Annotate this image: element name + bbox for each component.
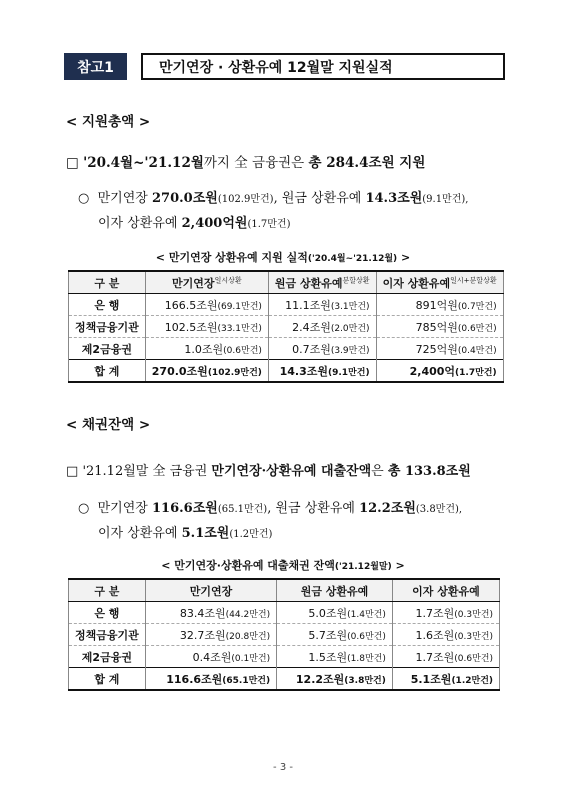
section-heading-balance: < 채권잔액 > xyxy=(66,417,151,433)
cell: 11.1조원(3.1만건) xyxy=(268,294,376,316)
detail-value: 116.6조원 xyxy=(151,501,218,516)
detail-text: , 원금 상환유예 xyxy=(267,501,360,516)
summary-subject: 만기연장·상환유예 대출잔액 xyxy=(211,464,372,479)
cell: 0.4조원(0.1만건) xyxy=(145,646,276,668)
document-title: 만기연장 · 상환유예 12월말 지원실적 xyxy=(141,53,505,80)
support-table xyxy=(68,270,504,383)
cell: 12.2조원(3.8만건) xyxy=(277,668,393,691)
row-label: 제2금융권 xyxy=(69,338,146,360)
detail-text: 이자 상환유예 xyxy=(98,526,182,541)
caption-text: < 만기연장 상환유예 지원 실적 xyxy=(155,251,308,264)
summary-total: 총 284.4조원 지원 xyxy=(308,155,426,171)
table-total-row xyxy=(69,668,500,691)
row-label: 제2금융권 xyxy=(69,646,146,668)
summary-line xyxy=(66,460,471,479)
circle-bullet: ○ xyxy=(78,501,90,516)
header-interest: 이자 상환유예 xyxy=(392,579,499,602)
detail-line-2 xyxy=(98,522,272,541)
detail-value: 5.1조원 xyxy=(181,526,230,541)
row-label: 정책금융기관 xyxy=(69,624,146,646)
caption-end: > xyxy=(397,251,411,264)
cell: 5.1조원(1.2만건) xyxy=(392,668,499,691)
cell: 116.6조원(65.1만건) xyxy=(145,668,276,691)
detail-value: 14.3조원 xyxy=(365,191,423,206)
table-row xyxy=(69,646,500,668)
summary-total: 총 133.8조원 xyxy=(387,464,471,479)
caption-period: ('21.12월말) xyxy=(334,562,392,572)
cell: 2.4조원(2.0만건) xyxy=(268,316,376,338)
detail-count: (1.7만건) xyxy=(247,219,291,230)
reference-tag: 참고1 xyxy=(64,53,127,80)
row-label: 은 행 xyxy=(69,602,146,624)
cell: 891억원(0.7만건) xyxy=(376,294,503,316)
table-header-row xyxy=(69,579,500,602)
balance-table xyxy=(68,578,500,691)
cell: 1.0조원(0.6만건) xyxy=(145,338,268,360)
row-label: 합 계 xyxy=(69,668,146,691)
cell: 83.4조원(44.2만건) xyxy=(145,602,276,624)
cell: 2,400억(1.7만건) xyxy=(376,360,503,383)
row-label: 합 계 xyxy=(69,360,146,383)
detail-line-1 xyxy=(78,497,462,516)
table-row xyxy=(69,624,500,646)
caption-end: > xyxy=(391,559,405,572)
page-number: - 3 - xyxy=(273,762,293,773)
table-total-row xyxy=(69,360,504,383)
detail-count: (65.1만건) xyxy=(217,504,268,515)
table-row xyxy=(69,294,504,316)
header-maturity: 만기연장$^{일시상환}$ xyxy=(145,271,268,294)
detail-value: 270.0조원 xyxy=(151,191,218,206)
detail-line-1 xyxy=(78,187,468,206)
cell: 14.3조원(9.1만건) xyxy=(268,360,376,383)
checkbox-bullet: □ xyxy=(66,464,79,479)
detail-value: 12.2조원 xyxy=(359,501,416,516)
summary-text: '21.12월말 全 금융권 xyxy=(82,464,212,479)
cell: 1.7조원(0.6만건) xyxy=(392,646,499,668)
cell: 0.7조원(3.9만건) xyxy=(268,338,376,360)
summary-text: 까지 全 금융권은 xyxy=(203,155,309,171)
detail-count: (9.1만건), xyxy=(422,194,469,205)
caption-text: < 만기연장·상환유예 대출채권 잔액 xyxy=(161,559,335,572)
detail-value: 2,400억원 xyxy=(181,216,248,231)
header-principal: 원금 상환유예$^{분할상환}$ xyxy=(268,271,376,294)
cell: 725억원(0.4만건) xyxy=(376,338,503,360)
summary-text: 은 xyxy=(371,464,388,479)
header-maturity: 만기연장 xyxy=(145,579,276,602)
detail-text: 이자 상환유예 xyxy=(98,216,182,231)
row-label: 은 행 xyxy=(69,294,146,316)
header-category: 구 분 xyxy=(69,579,146,602)
detail-text: 만기연장 xyxy=(97,191,152,206)
table-caption xyxy=(0,249,566,265)
header-category: 구 분 xyxy=(69,271,146,294)
cell: 102.5조원(33.1만건) xyxy=(145,316,268,338)
checkbox-bullet: □ xyxy=(66,155,79,171)
detail-count: (3.8만건), xyxy=(415,504,463,515)
caption-period: ('20.4월~'21.12월) xyxy=(307,254,398,264)
detail-text: , 원금 상환유예 xyxy=(273,191,366,206)
cell: 1.7조원(0.3만건) xyxy=(392,602,499,624)
cell: 32.7조원(20.8만건) xyxy=(145,624,276,646)
cell: 5.7조원(0.6만건) xyxy=(277,624,393,646)
section-heading-support-total: < 지원총액 > xyxy=(66,114,151,130)
summary-line xyxy=(66,151,425,171)
header-principal: 원금 상환유예 xyxy=(277,579,393,602)
cell: 270.0조원(102.9만건) xyxy=(145,360,268,383)
row-label: 정책금융기관 xyxy=(69,316,146,338)
table-row xyxy=(69,338,504,360)
detail-text: 만기연장 xyxy=(97,501,152,516)
cell: 1.6조원(0.3만건) xyxy=(392,624,499,646)
cell: 785억원(0.6만건) xyxy=(376,316,503,338)
header-interest: 이자 상환유예$^{일시+분할상환}$ xyxy=(376,271,503,294)
detail-count: (1.2만건) xyxy=(229,529,273,540)
summary-period: '20.4월~'21.12월 xyxy=(83,155,204,171)
table-row xyxy=(69,602,500,624)
cell: 5.0조원(1.4만건) xyxy=(277,602,393,624)
cell: 1.5조원(1.8만건) xyxy=(277,646,393,668)
table-header-row xyxy=(69,271,504,294)
detail-line-2 xyxy=(98,212,290,231)
cell: 166.5조원(69.1만건) xyxy=(145,294,268,316)
detail-count: (102.9만건) xyxy=(217,194,274,205)
table-row xyxy=(69,316,504,338)
circle-bullet: ○ xyxy=(78,191,90,206)
table-caption xyxy=(0,557,566,573)
